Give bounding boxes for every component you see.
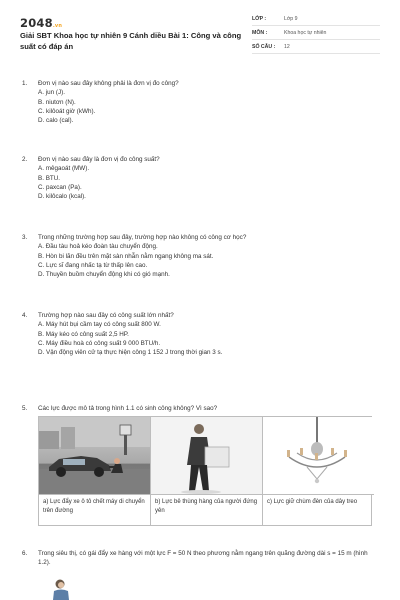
figure-1-1-table [38,416,372,526]
option-d[interactable]: D. Thuyền buồm chuyển động khi có gió mạnh. [38,271,170,279]
document-title: Giải SBT Khoa học tự nhiên 9 Cánh diều Bài 1: Công và công suất có đáp án [20,31,242,51]
meta-key: LỚP : [252,15,267,22]
box-holding-image [151,417,262,495]
question-number: 1. [22,80,28,87]
question-6 [22,549,378,568]
question-text: Đơn vị nào sau đây không phải là đơn vị đo công? [38,80,179,87]
question-number: 2. [22,156,28,163]
question-1 [22,79,378,125]
logo-main: 2048 [20,16,53,30]
shopper-figure-icon [50,578,74,600]
figure-cell-c [263,417,374,525]
figure-caption-b: b) Lực bê thùng hàng của người đứng yên [155,499,258,514]
question-text: Đơn vị nào sau đây là đơn vị đo công suất? [38,156,160,163]
question-4 [22,311,378,357]
option-b[interactable]: B. BTU. [38,174,61,182]
option-c[interactable]: C. kilôoát giờ (kWh). [38,107,96,115]
option-a[interactable]: A. Máy hút bụi cầm tay có công suất 800 W. [38,321,161,329]
car-push-illustration [39,417,150,495]
option-d[interactable]: D. Vận động viên cử tạ thực hiện công 1 152 J trong thời gian 3 s. [38,349,223,357]
option-d[interactable]: D. calo (cal). [38,117,74,125]
chandelier-illustration [263,417,374,495]
meta-value: Lớp 9 [284,15,298,22]
chandelier-image [263,417,374,495]
meta-row-grade [252,12,380,26]
question-2 [22,155,378,201]
option-a[interactable]: A. mêgaoát (MW). [38,165,90,173]
meta-table [252,12,380,54]
question-number: 4. [22,312,28,319]
meta-key: SỐ CÂU : [252,43,276,50]
question-3 [22,233,378,279]
figure-cell-a [39,417,151,525]
option-c[interactable]: C. paxcan (Pa). [38,183,82,191]
option-b[interactable]: B. Hòn bi lăn đều trên mặt sàn nhẵn nằm ngang không ma sát. [38,252,214,260]
option-a[interactable]: A. Đầu tàu hoả kéo đoàn tàu chuyển động. [38,243,158,251]
question-text: Trường hợp nào sau đây có công suất lớn nhất? [38,312,174,319]
meta-value: 12 [284,43,290,50]
site-logo[interactable] [20,16,62,30]
question-text: Trong siêu thị, có gái đẩy xe hàng với một lực F = 50 N theo phương nằm ngang trên quãng đường dài s = 15 m (hình 1.2). [38,550,368,567]
meta-key: MÔN : [252,29,268,36]
question-text: Các lực được mô tả trong hình 1.1 có sinh công không? Vì sao? [38,405,218,412]
option-d[interactable]: D. kilôcalo (kcal). [38,193,86,201]
option-b[interactable]: B. Máy kéo có công suất 2,5 HP. [38,330,129,338]
figure-caption-c: c) Lực giữ chùm đèn của dây treo [267,499,358,505]
question-number: 5. [22,405,28,412]
car-push-image [39,417,150,495]
question-number: 3. [22,234,28,241]
option-c[interactable]: C. Máy điều hoà có công suất 9 000 BTU/h. [38,339,161,347]
question-number: 6. [22,550,28,557]
option-c[interactable]: C. Lực sĩ đang nhấc tạ từ thấp lên cao. [38,261,148,269]
question-text: Trong những trường hợp sau đây, trường hợp nào không có công cơ học? [38,234,247,241]
figure-caption-a: a) Lực đẩy xe ô tô chết máy di chuyển trên đường [43,499,145,514]
box-holding-illustration [151,417,262,495]
option-a[interactable]: A. jun (J). [38,89,65,97]
meta-row-subject [252,26,380,40]
page-header [20,12,380,72]
question-5 [22,404,378,413]
figure-cell-b [151,417,263,525]
meta-row-count [252,40,380,54]
option-b[interactable]: B. niutơn (N). [38,98,76,106]
logo-suffix: .vn [52,23,63,29]
meta-value: Khoa học tự nhiên [284,29,327,36]
